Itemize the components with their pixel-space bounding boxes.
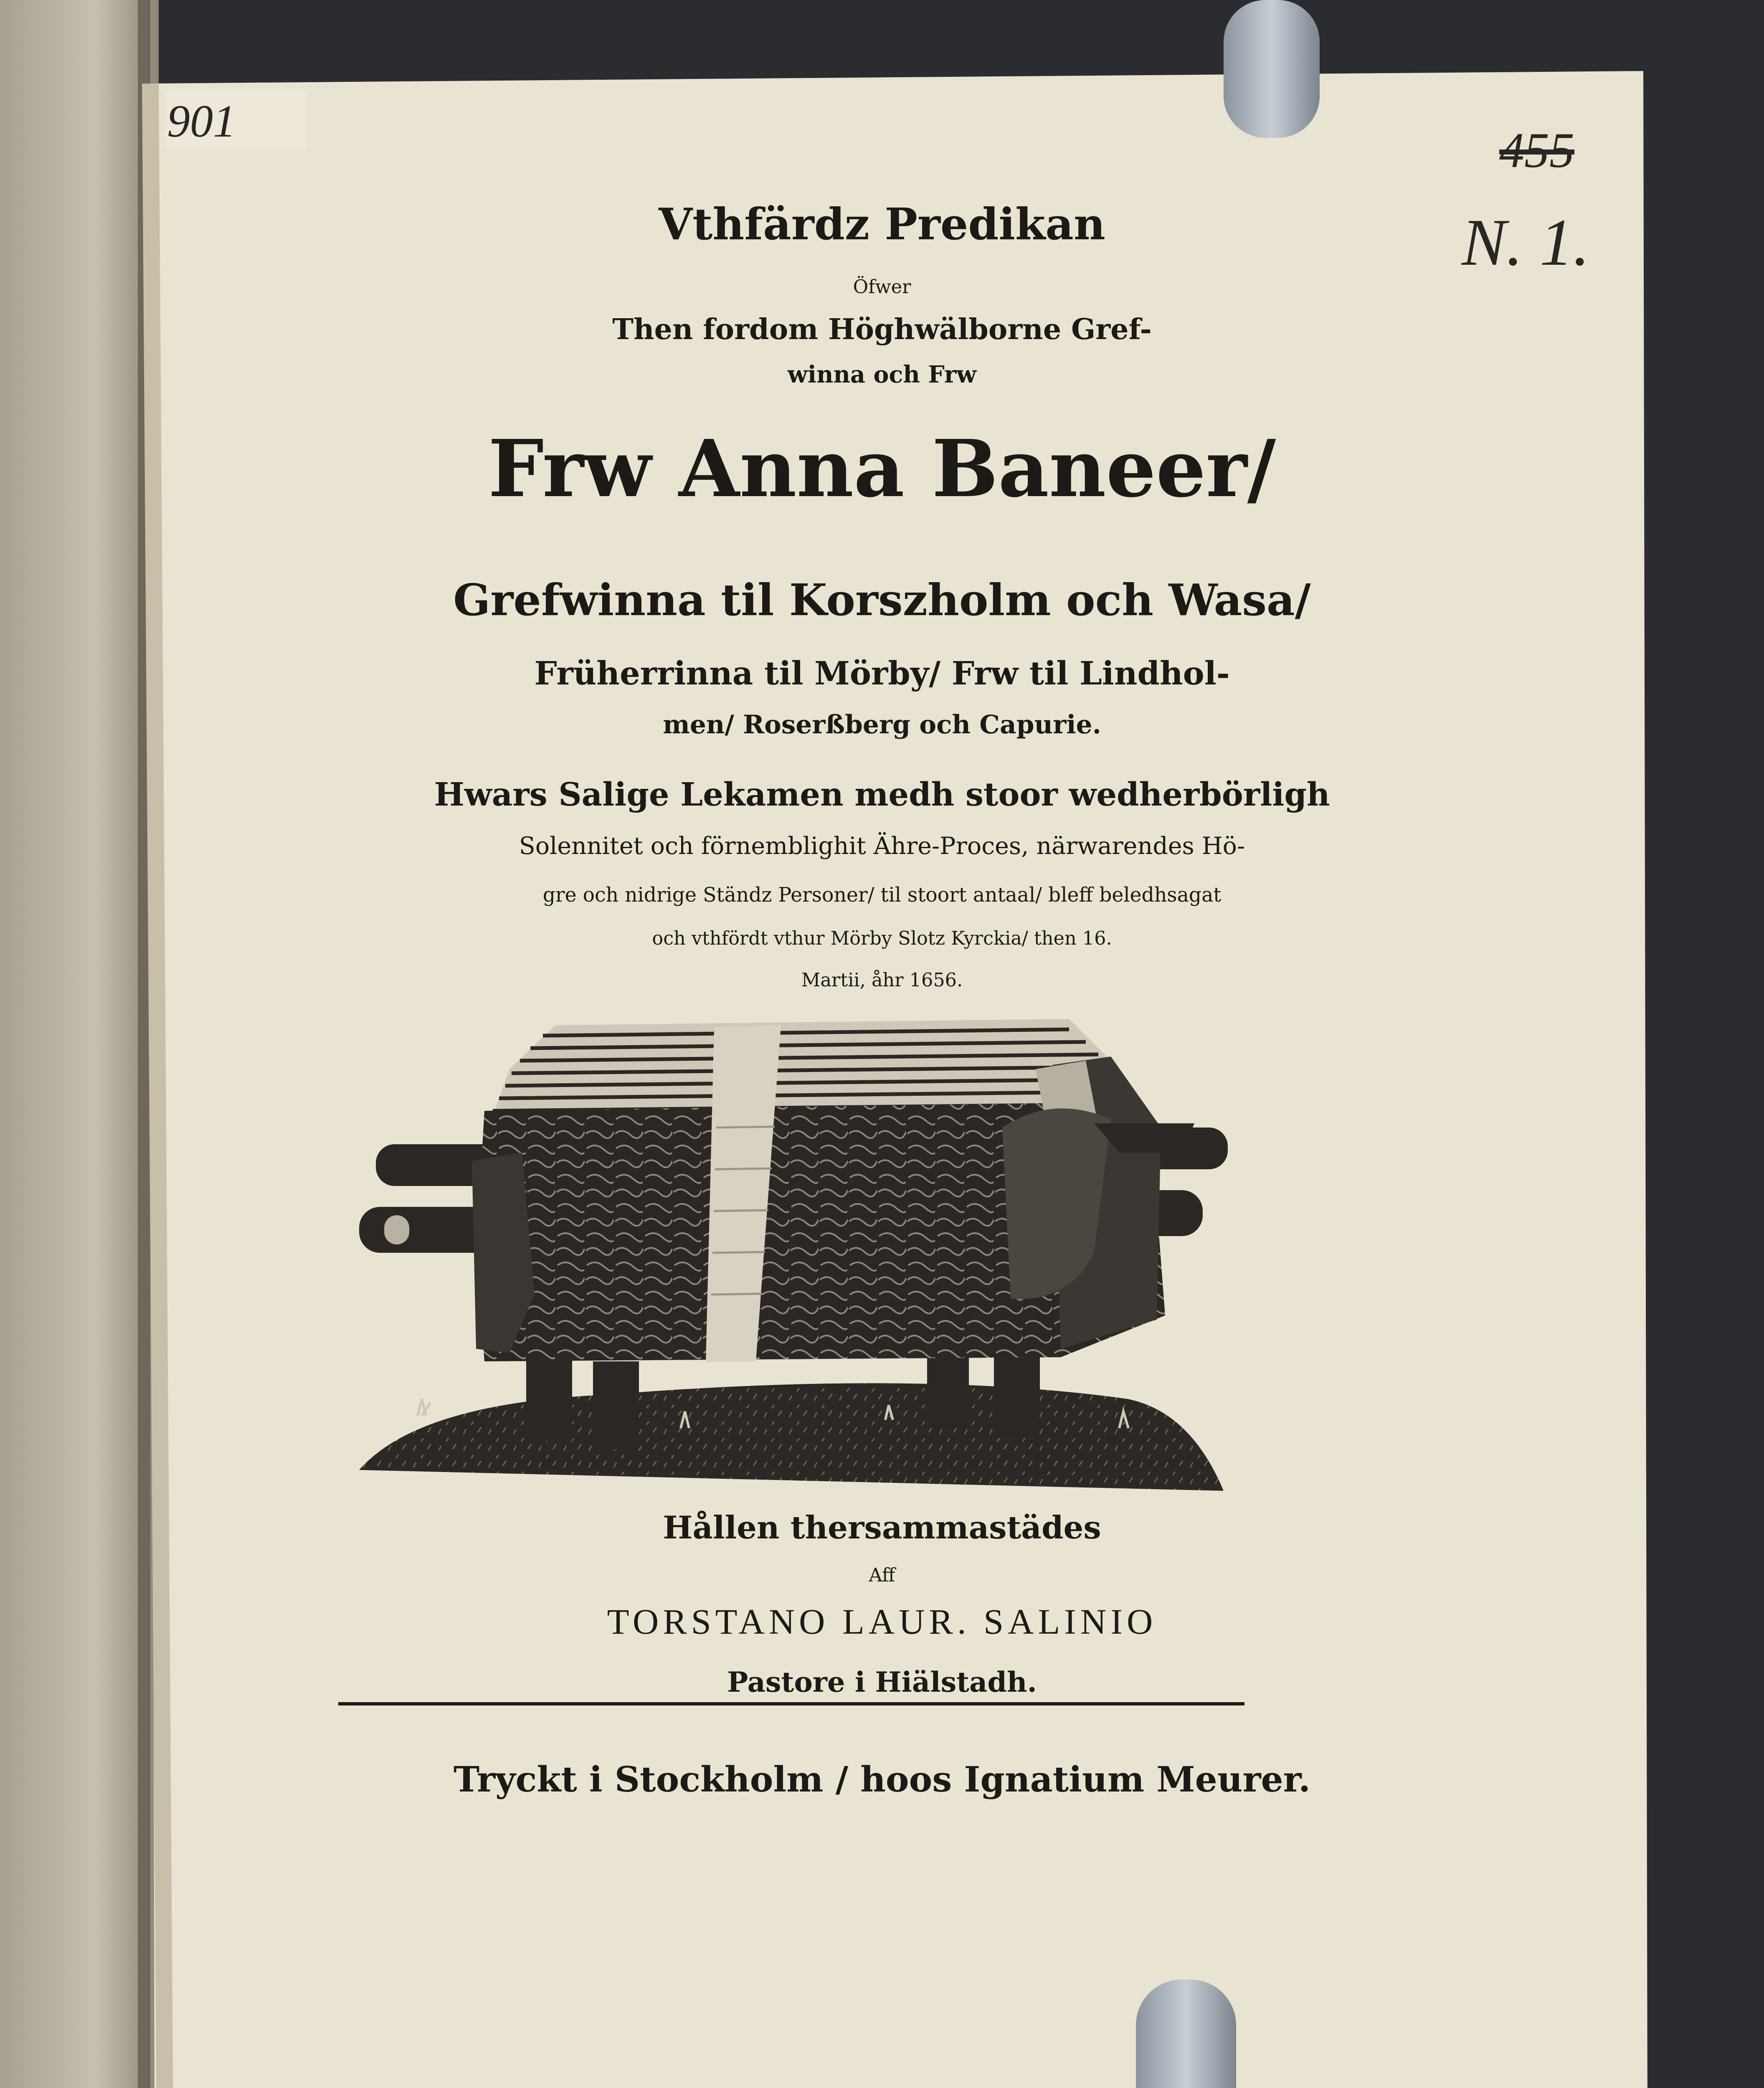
text-line-hallen: Hållen thersammastädes [663,1509,1101,1546]
title-line-grefwinna: Grefwinna til Korszholm och Wasa/ [453,574,1311,626]
text-line-och-vthfordt: och vthfördt vthur Mörby Slotz Kyrckia/ then 16. [652,927,1112,949]
main-title: Vthfärdz Predikan [659,198,1105,250]
title-line-then-fordom: Then fordom Höghwälborne Gref- [612,313,1152,346]
title-line-winna: winna och Frw [787,361,977,388]
author-name: TORSTANO LAUR. SALINIO [607,1601,1157,1642]
bottom-clamp [1136,1979,1236,2088]
imprint: Tryckt i Stockholm / hoos Ignatium Meurer. [453,1759,1311,1800]
title-line-rosersberg: men/ Roserßberg och Capurie. [663,710,1101,740]
handwritten-shelf-mark: N. 1. [1462,205,1590,279]
title-line-ofwer: Öfwer [853,276,911,298]
handwritten-number-top-left: 901 [167,96,236,147]
text-line-solennitet: Solennitet och förnemblighit Ähre-Proces, närwarendes Hö- [519,832,1245,860]
top-clamp [1224,0,1320,138]
text-line-gre-och: gre och nidrige Ständz Personer/ til stoort antaal/ bleff beledhsagat [542,884,1222,907]
text-line-hwars: Hwars Salige Lekamen medh stoor wedherbörligh [434,776,1330,813]
author-role: Pastore i Hiälstadh. [727,1665,1037,1698]
handwritten-number-top-right: 455 [1499,122,1574,178]
text-line-date: Martii, åhr 1656. [801,969,963,991]
deceased-name: Frw Anna Baneer/ [488,423,1276,515]
title-line-fruherrinna: Früherrinna til Mörby/ Frw til Lindhol- [534,655,1230,692]
text-line-aff: Aff [869,1564,895,1586]
